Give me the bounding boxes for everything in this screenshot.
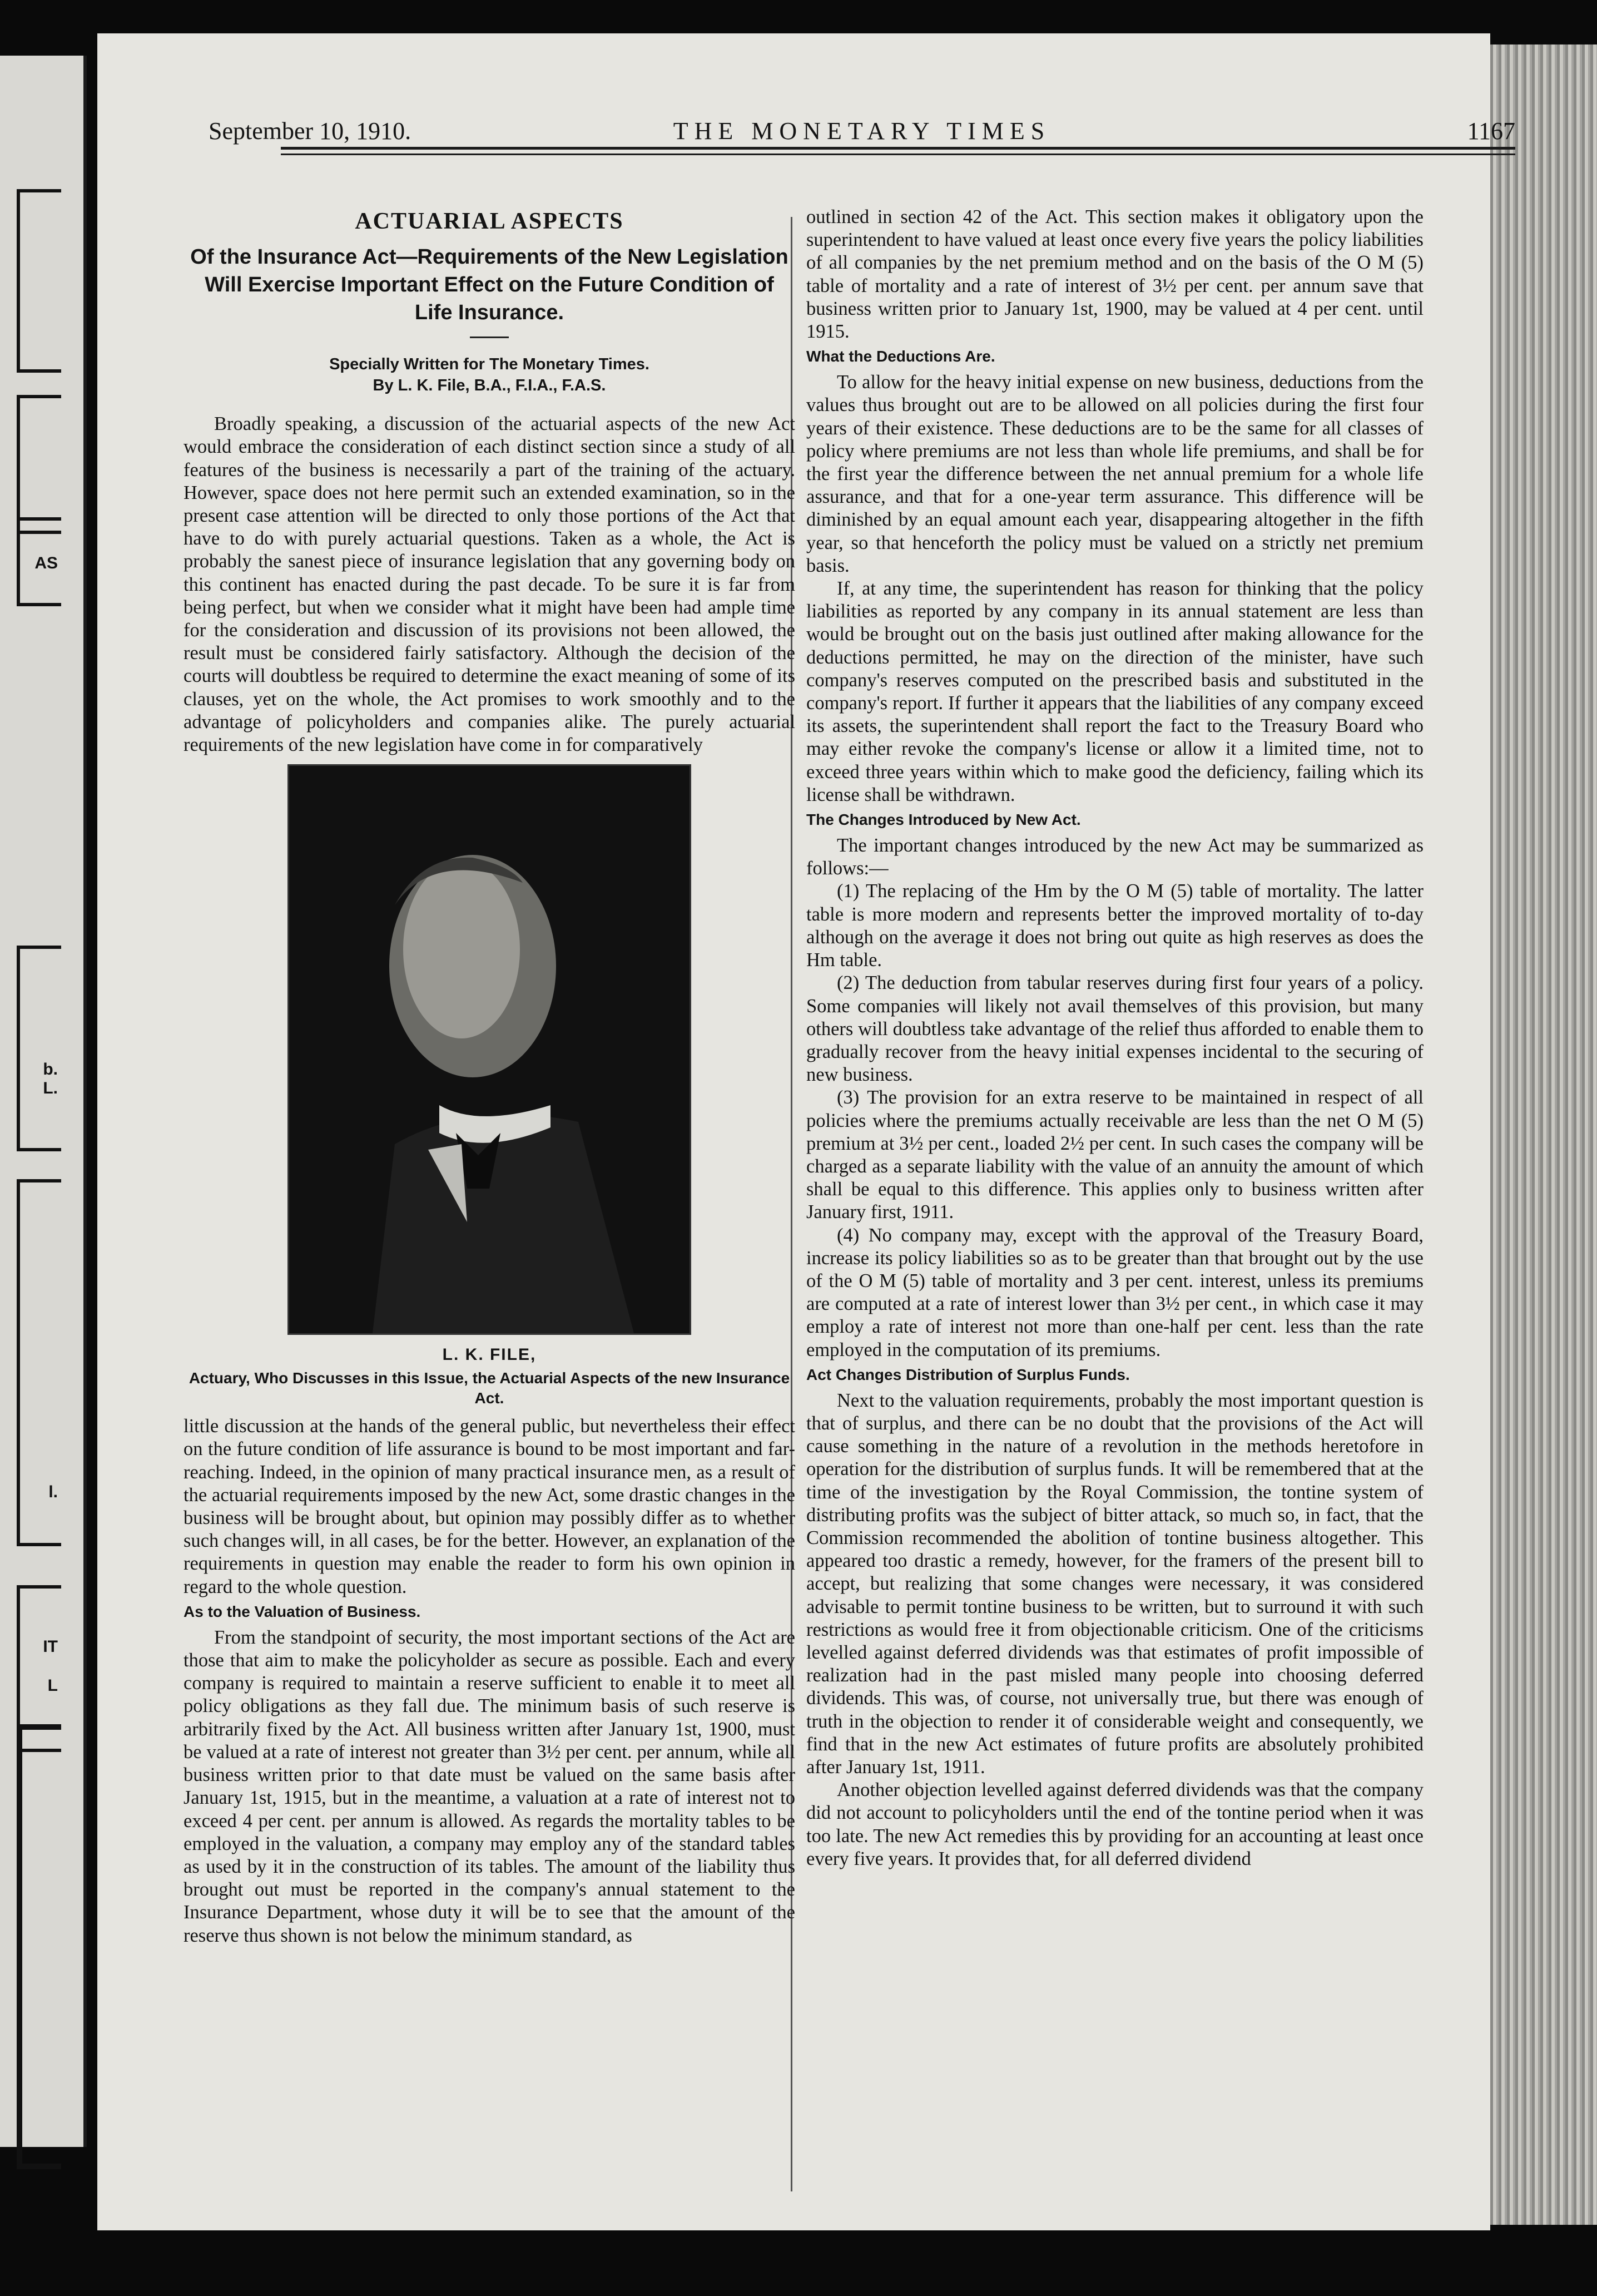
subheading: Act Changes Distribution of Surplus Funds. (806, 1365, 1130, 1383)
list-item: (4) No company may, except with the approval of the Treasury Board, increase its policy liabilities so as to be greater than that brought out by the use of the O M (5) table of mortality and 3 per cent. interest, unless its premiums are computed at a rate of interest lower than 3½ per cent., in which case it may employ a rate of interest not more than one-half per cent. less than the rate employed in the computation of its premiums. (806, 1224, 1424, 1360)
previous-page-edge (0, 56, 87, 2147)
left-page-fragment: l. (17, 1179, 61, 1546)
paragraph: From the standpoint of security, the most important sections of the Act are those that aim to make the policyholder as secure as possible. Each and every company is required to maintain a reserve sufficient to enable it to meet all policy obligations as they fall due. The minimum basis of such reserve is arbitrarily fixed by the Act. All business written after January 1st, 1900, must be valued at a rate of interest not greater than 3½ per cent. per annum, while all business written prior to that date must be valued on the same basis after January 1st, 1915, but in the meantime, a valuation at a rate of interest not to exceed 4 per cent. per annum is allowed. As regards the mortality tables to be employed in the valuation, a company may employ any of the standard tables as used by it in the construction of its tables. The amount of the liability thus brought out must be reported in the company's annual statement to the Insurance Department, whose duty it will be to see that the amount of the reserve thus shown is not below the minimum standard, as (183, 1626, 795, 1946)
issue-date: September 10, 1910. (209, 117, 411, 145)
left-page-frame (17, 1724, 61, 2169)
paragraph: The important changes introduced by the new Act may be summarized as follows:— (806, 835, 1424, 879)
left-page-fragment: IT L (17, 1585, 61, 1752)
subheading: What the Deductions Are. (806, 348, 995, 365)
book-page-edges (1490, 44, 1597, 2225)
list-item: (3) The provision for an extra reserve to be maintained in respect of all policies where the premiums actually receivable are less than the net O M (5) premium at 3½ per cent., loaded 2½ per cent. In such cases the company will be charged as a separate liability with the value of an annuity the amount of which shall be equal to this difference. This applies only to business written after January first, 1911. (806, 1087, 1424, 1223)
paragraph: Next to the valuation requirements, probably the most important question is that of surplus, and there can be no doubt that the provisions of the Act will cause something in the nature of a revolution in the methods heretofore in operation for the distribution of surplus funds. It will be remembered that at the time of the investigation by the Royal Commission, the tontine system of distributing profits was the subject of bitter attack, so much so, in fact, that the Commission recommended the abolition of tontine business altogether. This appeared too drastic a remedy, however, for the framers of the present bill to accept, but realizing that some changes were necessary, it was considered advisable to permit tontine business to be written, but to surround it with such restrictions as would free it from objectionable criticism. One of the criticisms levelled against deferred dividends was that estimates of profit impossible of realization had in the past misled many people into choosing deferred dividends. This was, of course, not universally true, but there was enough of truth in the objection to render it of considerable weight and consequently, we find that in the new Act estimates of future profits are absolutely prohibited after January 1st, 1911. (806, 1389, 1424, 1778)
article-deck: Of the Insurance Act—Requirements of the New Legislation Will Exercise Important Effect on the Future Condition of Life Insurance. (190, 245, 788, 325)
byline-line-1: Specially Written for The Monetary Times. (329, 355, 649, 374)
left-page-fragment: b. L. (17, 946, 61, 1151)
left-page-fragment: AS (17, 517, 61, 606)
paragraph: If, at any time, the superintendent has reason for thinking that the policy liabilities as reported by any company in its annual statement are less than would be brought out on the basis just outlined after making allowance for the deductions permitted, he may on the direction of the minister, have such company's reserves computed on the prescribed basis and substituted in the company's report. If further it appears that the liabilities of any company exceed its assets, the superintendent shall report the fact to the Treasury Board who may either revoke the company's license or allow it a limited time, not to exceed three years within which to make good the deficiency, failing which its license shall be withdrawn. (806, 578, 1424, 805)
paragraph: Broadly speaking, a discussion of the actuarial aspects of the new Act would embrace the consideration of each distinct section since a study of all features of the business is necessarily a part of the training of the actuary. However, space does not here permit such an extended examination, so in the present case attention will be directed to only those portions of the Act that have to do with purely actuarial questions. Taken as a whole, the Act is probably the sanest piece of insurance legislation that any governing body on this continent has enacted during the past decade. To be sure it is far from being perfect, but when we consider what it might have been had ample time for the consideration and discussion of its provisions not been allowed, the result must be considered fairly satisfactory. Although the decision of the courts will doubtless be required to determine the exact meaning of some of its clauses, yet on the whole, the Act promises to work smoothly and to the advantage of policyholders and companies alike. The purely actuarial requirements of the new legislation have come in for comparatively (183, 413, 795, 756)
column-left (183, 206, 795, 1947)
paragraph: Another objection levelled against deferred dividends was that the company did not account to policyholders until the end of the tontine period when it was too late. The new Act remedies this by providing for an accounting at least once every five years. It provides that, for all deferred dividend (806, 1779, 1424, 1869)
caption-name: L. K. FILE, (442, 1345, 537, 1364)
list-item: (1) The replacing of the Hm by the O M (5) table of mortality. The latter table is more modern and represents better the improved mortality of to-day although on the average it does not bring out quite as high reserves as does the Hm table. (806, 880, 1424, 971)
paragraph: outlined in section 42 of the Act. This section makes it obligatory upon the superintendent to have valued at least once every five years the policy liabilities of all companies by the net premium method and on the basis of the O M (5) table of mortality and a rate of interest of 3½ per cent. per annum save that business written prior to January 1st, 1900, may be valued at 4 per cent. until 1915. (806, 206, 1424, 343)
left-page-frame (17, 395, 61, 534)
article-title: ACTUARIAL ASPECTS (355, 209, 624, 234)
column-right (806, 206, 1424, 1871)
caption-text: Actuary, Who Discusses in this Issue, the Actuarial Aspects of the new Insurance Act. (189, 1369, 790, 1407)
subheading: The Changes Introduced by New Act. (806, 811, 1081, 829)
header-rule (281, 147, 1515, 150)
deck-rule (470, 337, 509, 338)
portrait-image (289, 766, 690, 1333)
photo-caption (183, 1345, 795, 1408)
byline-line-2: By L. K. File, B.A., F.I.A., F.A.S. (373, 377, 606, 395)
paragraph: To allow for the heavy initial expense on new business, deductions from the values thus brought out are to be allowed on all policies during the first four years of their existence. These deductions are to be the same for all classes of policy where premiums are not less than whole life premiums, and shall be for the first year the difference between the net annual premium for a whole life assurance, and that for a one-year term assurance. This difference will be diminished by an equal amount each year, disappearing altogether in the fifth year, so that henceforth the policy must be valued on a strictly net premium basis. (806, 372, 1424, 576)
publication-title: THE MONETARY TIMES (673, 117, 1051, 145)
list-item: (2) The deduction from tabular reserves during first four years of a policy. Some companies will likely not avail themselves of this provision, but many others will doubtless take advantage of the relief thus afforded to enable them to gradually recover from the heavy initial expenses incidental to the securing of new business. (806, 972, 1424, 1086)
subheading: As to the Valuation of Business. (183, 1602, 421, 1620)
left-page-frame (17, 189, 61, 373)
header-rule (281, 154, 1515, 155)
article-byline (183, 354, 795, 396)
portrait-photo (287, 764, 691, 1335)
newspaper-page (97, 33, 1515, 2230)
page-number: 1167 (1467, 117, 1515, 145)
paragraph: little discussion at the hands of the general public, but nevertheless their effect on the future condition of life assurance is bound to be most important and far-reaching. Indeed, in the opinion of many practical insurance men, as a result of the actuarial requirements imposed by the new Act, some drastic changes in the business will be brought about, but opinion may possibly differ as to whether such changes will, in all cases, be for the better. However, an explanation of the requirements in question may enable the reader to form his own opinion in regard to the whole question. (183, 1416, 795, 1597)
